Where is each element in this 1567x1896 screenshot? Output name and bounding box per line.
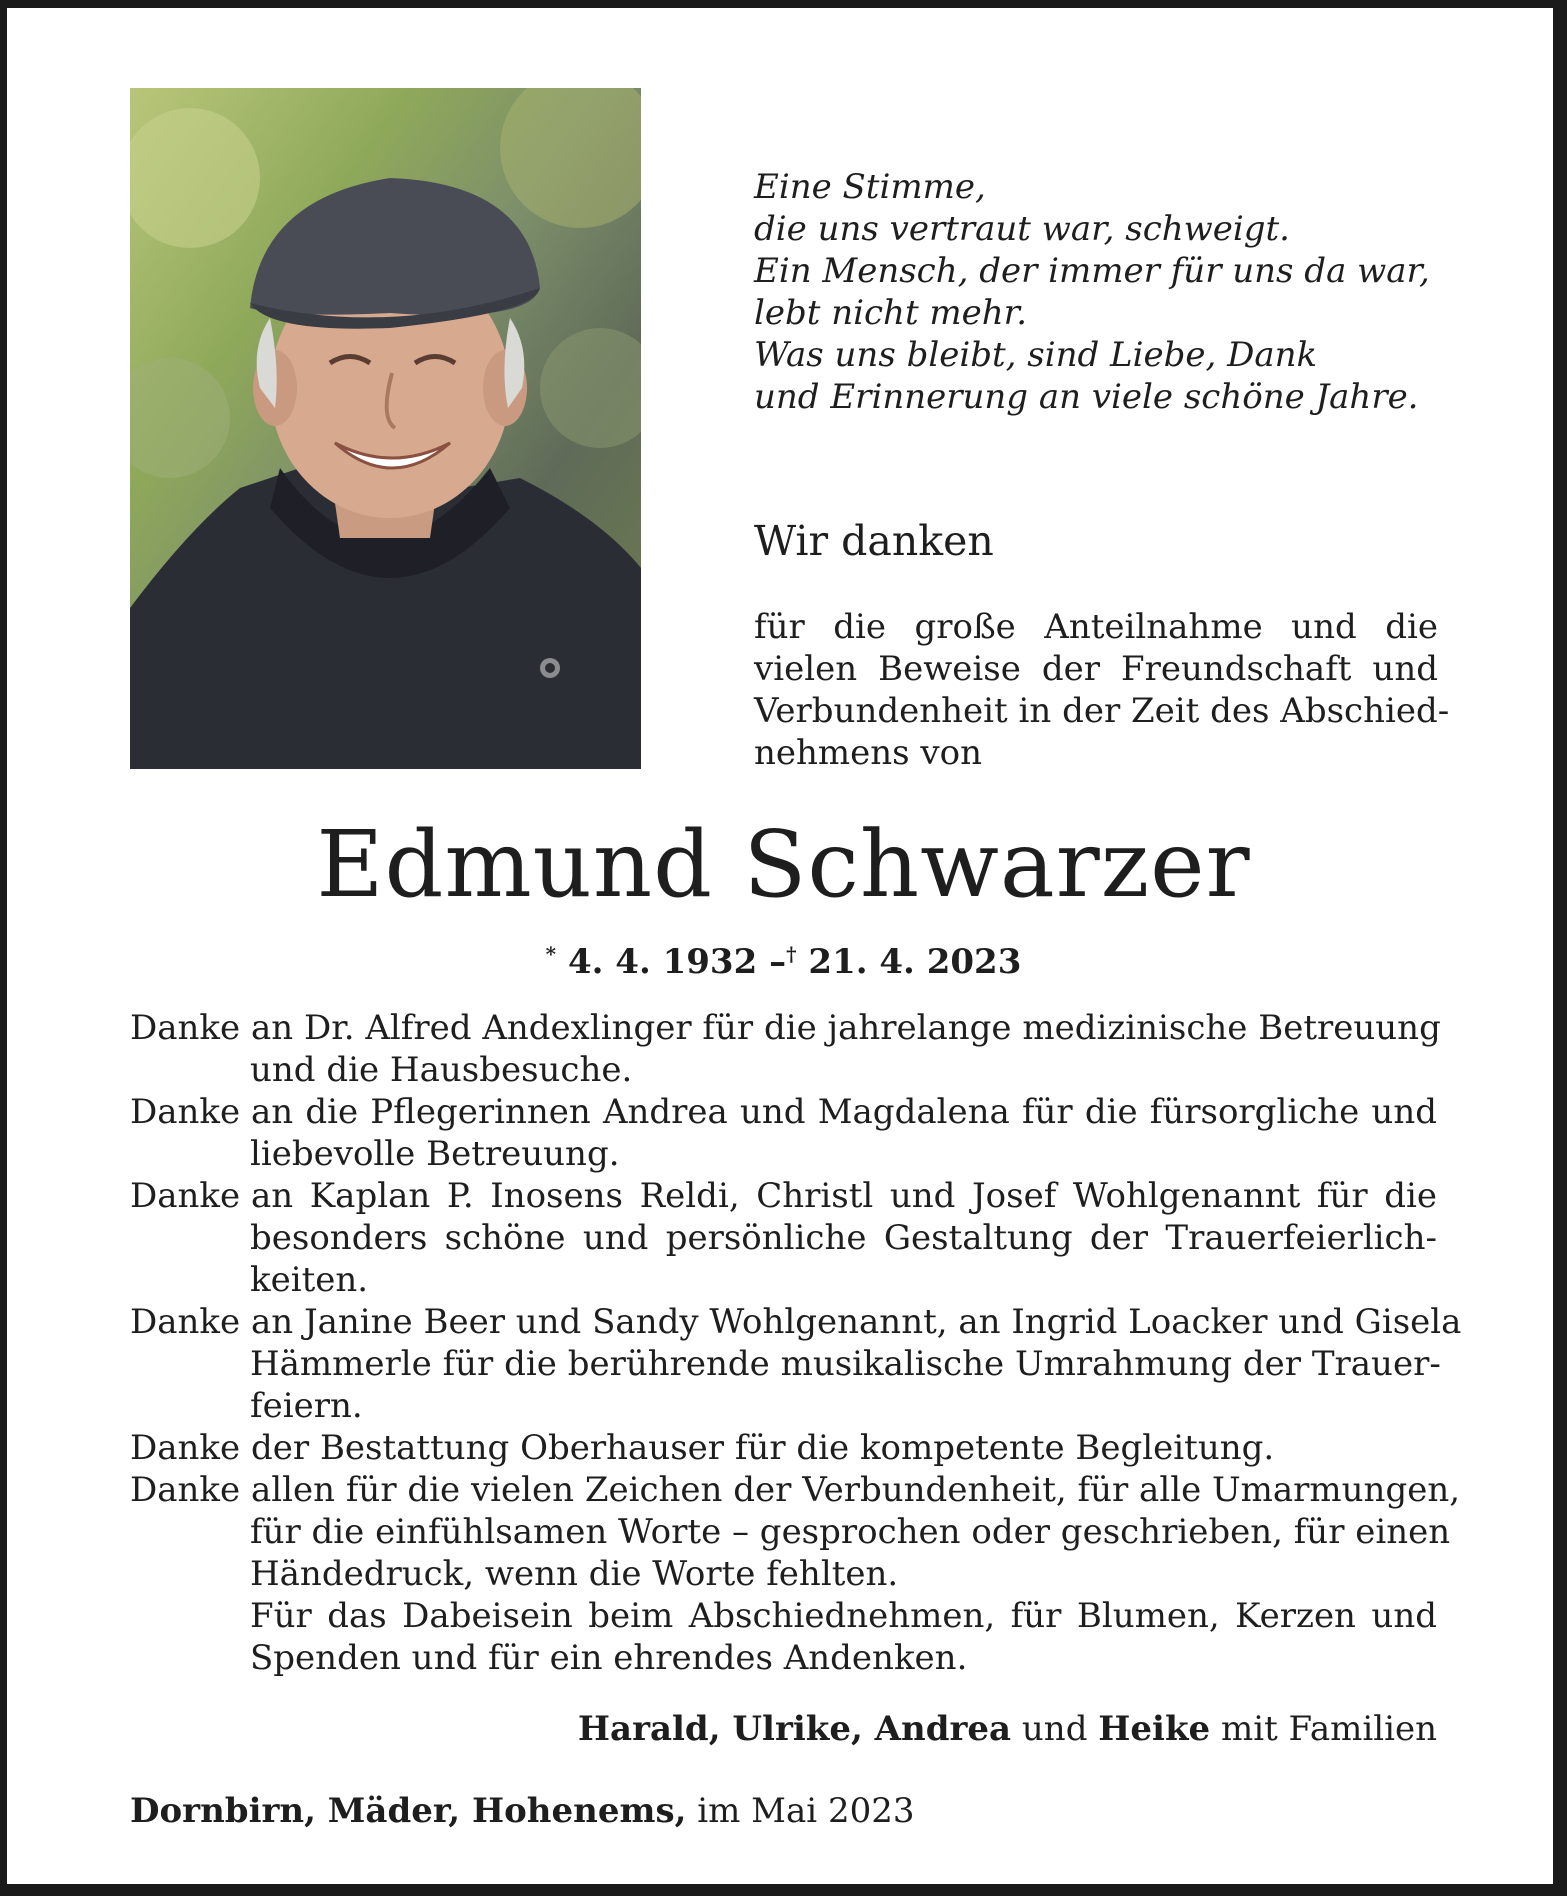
entry-line: an Janine Beer und Sandy Wohlgenannt, an Ingrid Loacker und Gisela <box>251 1302 1462 1342</box>
thanks-entry <box>130 1427 1437 1469</box>
signature-conjunction: und <box>1021 1709 1088 1749</box>
entry-line: Für das Dabeisein beim Abschiednehmen, für Blumen, Kerzen und <box>250 1596 1437 1636</box>
signature <box>578 1708 1437 1750</box>
entry-line: an Dr. Alfred Andexlinger für die jahrelange medizinische Betreuung <box>251 1008 1441 1048</box>
thanks-intro-line: für die große Anteilnahme und die <box>754 607 1438 647</box>
entry-line: Händedruck, wenn die Worte fehlten. <box>250 1554 899 1594</box>
entry-line: für die einfühlsamen Worte – gesprochen oder geschrieben, für einen <box>250 1512 1451 1552</box>
poem-line: lebt nicht mehr. <box>754 293 1027 333</box>
entry-line: Spenden und für ein ehrendes Andenken. <box>250 1638 968 1678</box>
poem-line: Ein Mensch, der immer für uns da war, <box>754 251 1430 291</box>
thanks-entry <box>130 1007 1441 1091</box>
entry-line: Hämmerle für die berührende musikalische Umrahmung der Trauer- <box>250 1344 1441 1384</box>
death-symbol: † <box>786 942 797 966</box>
entry-line: an die Pflegerinnen Andrea und Magdalena für die fürsorgliche und <box>251 1092 1437 1132</box>
poem-line: Was uns bleibt, sind Liebe, Dank <box>754 335 1318 375</box>
poem <box>754 166 1474 418</box>
entry-lead: Danke <box>130 1176 241 1216</box>
thanks-entry <box>130 1469 1461 1679</box>
entry-line: allen für die vielen Zeichen der Verbundenheit, für alle Umarmungen, <box>251 1470 1461 1510</box>
signature-suffix: mit Familien <box>1220 1709 1437 1749</box>
entry-line: und die Hausbesuche. <box>250 1050 633 1090</box>
entry-lead: Danke <box>130 1470 241 1510</box>
entry-line: keiten. <box>250 1260 369 1300</box>
portrait-photo <box>130 88 641 769</box>
entry-line: der Bestattung Oberhauser für die kompetente Begleitung. <box>251 1428 1275 1468</box>
birth-symbol: * <box>545 942 557 966</box>
poem-line: Eine Stimme, <box>754 167 986 207</box>
entry-lead: Danke <box>130 1008 241 1048</box>
thanks-intro <box>754 606 1450 774</box>
thanks-intro-line: vielen Beweise der Freundschaft und <box>754 649 1438 689</box>
entry-lead: Danke <box>130 1302 241 1342</box>
thanks-intro-line: nehmens von <box>754 733 983 773</box>
entry-line: feiern. <box>250 1386 363 1426</box>
entry-line: liebevolle Betreuung. <box>250 1134 620 1174</box>
thanks-heading: Wir danken <box>754 517 994 565</box>
place-towns: Dornbirn, Mäder, Hohenems, <box>130 1791 687 1831</box>
poem-line: die uns vertraut war, schweigt. <box>754 209 1290 249</box>
thanks-list <box>130 1007 1462 1679</box>
thanks-entry <box>130 1301 1462 1427</box>
signature-names: Harald, Ulrike, Andrea <box>577 1709 1012 1749</box>
life-dates <box>0 933 1567 983</box>
thanks-entry <box>130 1175 1437 1301</box>
deceased-name: Edmund Schwarzer <box>316 811 1251 918</box>
thanks-entry <box>130 1091 1437 1175</box>
place-date-text: im Mai 2023 <box>697 1791 915 1831</box>
death-date: 21. 4. 2023 <box>808 942 1022 982</box>
place-date <box>130 1790 914 1832</box>
signature-last-name: Heike <box>1098 1709 1211 1749</box>
entry-line: besonders schöne und persönliche Gestaltung der Trauerfeierlich- <box>250 1218 1437 1258</box>
birth-date: 4. 4. 1932 <box>567 942 758 982</box>
entry-lead: Danke <box>130 1092 241 1132</box>
thanks-intro-line: Verbundenheit in der Zeit des Abschied- <box>754 691 1450 731</box>
entry-line: an Kaplan P. Inosens Reldi, Christl und Josef Wohlgenannt für die <box>251 1176 1437 1216</box>
entry-lead: Danke <box>130 1428 241 1468</box>
poem-line: und Erinnerung an viele schöne Jahre. <box>754 377 1419 417</box>
date-separator: – <box>769 942 787 982</box>
